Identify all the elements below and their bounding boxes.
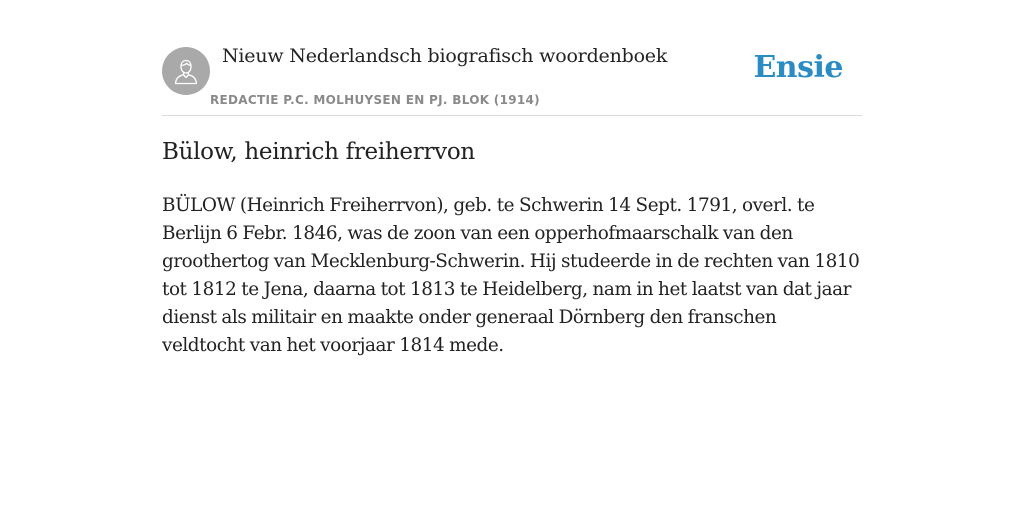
user-icon <box>173 57 199 85</box>
ensie-logo[interactable]: Ensie <box>753 50 843 85</box>
article-title: Bülow, heinrich freiherrvon <box>162 139 475 165</box>
avatar[interactable] <box>162 47 210 95</box>
article-body: BÜLOW (Heinrich Freiherrvon), geb. te Schwerin 14 Sept. 1791, overl. te Berlijn 6 Febr. 1846, was de zoon van een opperhofmaarschalk van den groothertog van Mecklenburg-Schwerin. Hij studeerde in de rechten van 1810 tot 1812 te Jena, daarna tot 1813 te Heidelberg, nam in het laatst van dat jaar dienst als militair en maakte onder generaal Dörnberg den franschen veldtocht van het voorjaar 1814 mede. <box>162 195 860 356</box>
source-header <box>162 40 862 116</box>
source-title[interactable]: Nieuw Nederlandsch biografisch woordenboek <box>222 45 668 67</box>
source-subtitle: REDACTIE P.C. MOLHUYSEN EN PJ. BLOK (1914) <box>210 93 540 107</box>
